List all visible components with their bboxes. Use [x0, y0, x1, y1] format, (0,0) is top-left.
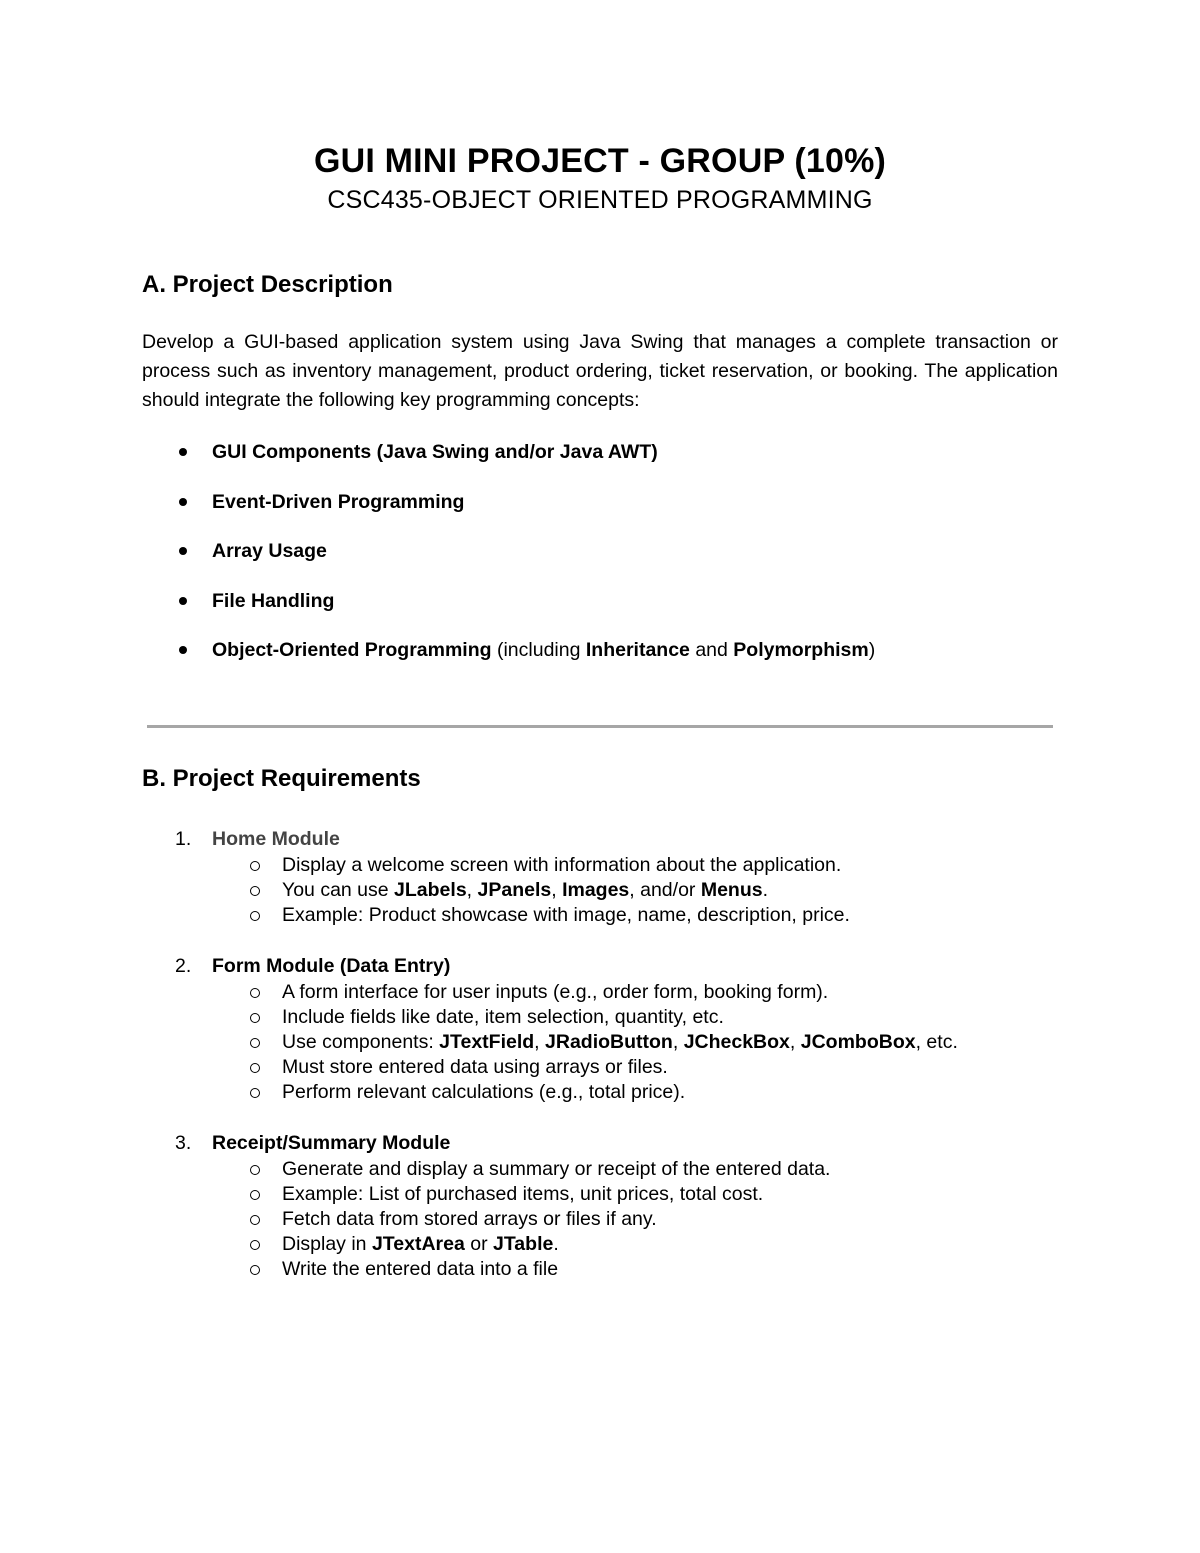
- document-title: GUI MINI PROJECT - GROUP (10%): [313, 142, 887, 180]
- component-name: JPanels: [477, 879, 552, 901]
- concept-oop: Object-Oriented Programming: [212, 639, 492, 661]
- list-item-text: .: [553, 1233, 559, 1255]
- requirement-title: [142, 826, 1102, 853]
- bullet-dot-icon: [179, 498, 187, 506]
- list-item: [142, 1232, 1102, 1257]
- list-item-text: You can use: [282, 879, 395, 901]
- circle-bullet-icon: [250, 1215, 260, 1225]
- concept-oop-text: (including: [491, 639, 586, 661]
- list-item: [142, 1030, 1102, 1055]
- component-name: Images: [562, 879, 630, 901]
- concept-gui-components: GUI Components (Java Swing and/or Java AWT): [212, 441, 658, 463]
- list-item: [142, 1157, 1102, 1182]
- list-item: [142, 853, 1102, 878]
- list-item-text: Display in: [282, 1233, 372, 1255]
- list-item: [142, 437, 875, 487]
- component-name: JTextField: [439, 1031, 535, 1053]
- list-item-text: Include fields like date, item selection, quantity, etc.: [282, 1006, 724, 1028]
- requirement-title: [142, 953, 1102, 980]
- list-item-text: ,: [551, 879, 563, 901]
- circle-bullet-icon: [250, 1165, 260, 1175]
- list-item-text: ,: [672, 1031, 684, 1053]
- concept-polymorphism: Polymorphism: [733, 639, 869, 661]
- list-item-text: Display a welcome screen with information about the application.: [282, 854, 842, 876]
- horizontal-divider: [147, 725, 1053, 728]
- requirement-label: Home Module: [212, 828, 340, 850]
- list-item: [142, 1055, 1102, 1080]
- concept-file-handling: File Handling: [212, 589, 335, 612]
- component-name: JRadioButton: [545, 1031, 673, 1053]
- list-item: [142, 980, 1102, 1005]
- circle-bullet-icon: [250, 1265, 260, 1275]
- requirement-receipt-module: [142, 1130, 1102, 1282]
- list-item-text: Perform relevant calculations (e.g., total price).: [282, 1081, 686, 1103]
- circle-bullet-icon: [250, 1038, 260, 1048]
- list-item: [142, 635, 875, 685]
- component-name: JCheckBox: [683, 1031, 790, 1053]
- list-item-text: A form interface for user inputs (e.g., order form, booking form).: [282, 981, 829, 1003]
- list-item: [142, 586, 875, 636]
- requirement-number: 3.: [175, 1132, 192, 1154]
- list-item-text: Generate and display a summary or receipt of the entered data.: [282, 1158, 831, 1180]
- requirement-label: Form Module (Data Entry): [212, 955, 451, 977]
- project-description-paragraph: Develop a GUI-based application system using Java Swing that manages a complete transaction or process such as inventory management, product ordering, ticket reservation, or booking. The application should integrate the following key programming concepts:: [142, 331, 1058, 411]
- list-item: [142, 487, 875, 537]
- list-item-text: ,: [534, 1031, 546, 1053]
- component-name: JLabels: [394, 879, 467, 901]
- list-item-text: Example: List of purchased items, unit prices, total cost.: [282, 1183, 764, 1205]
- concept-oop-text: ): [868, 639, 876, 661]
- list-item: [142, 1182, 1102, 1207]
- list-item: [142, 878, 1102, 903]
- section-a-heading: A. Project Description: [142, 271, 393, 298]
- concept-inheritance: Inheritance: [585, 639, 690, 661]
- circle-bullet-icon: [250, 886, 260, 896]
- requirement-home-module: [142, 826, 1102, 928]
- list-item-text: , and/or: [629, 879, 701, 901]
- list-item: [142, 1207, 1102, 1232]
- list-item-text: Write the entered data into a file: [282, 1258, 559, 1280]
- component-name: JTable: [493, 1233, 554, 1255]
- component-name: Menus: [700, 879, 763, 901]
- document-subtitle: CSC435-OBJECT ORIENTED PROGRAMMING: [327, 186, 873, 214]
- concept-oop-text: and: [689, 639, 734, 661]
- list-item-text: Example: Product showcase with image, name, description, price.: [282, 904, 850, 926]
- bullet-dot-icon: [179, 597, 187, 605]
- key-concepts-list: [142, 437, 875, 685]
- requirement-label: Receipt/Summary Module: [212, 1132, 451, 1154]
- concept-array-usage: Array Usage: [212, 540, 327, 562]
- list-item-text: , etc.: [915, 1031, 958, 1053]
- component-name: JTextArea: [371, 1233, 465, 1255]
- circle-bullet-icon: [250, 1190, 260, 1200]
- list-item: [142, 1080, 1102, 1105]
- circle-bullet-icon: [250, 1088, 260, 1098]
- requirement-number: 1.: [175, 828, 192, 850]
- list-item-text: Use components:: [282, 1031, 440, 1053]
- circle-bullet-icon: [250, 861, 260, 871]
- circle-bullet-icon: [250, 911, 260, 921]
- requirement-form-module: [142, 953, 1102, 1105]
- bullet-dot-icon: [179, 646, 187, 654]
- list-item-text: Fetch data from stored arrays or files if any.: [282, 1208, 657, 1230]
- requirement-title: [142, 1130, 1102, 1157]
- circle-bullet-icon: [250, 1013, 260, 1023]
- list-item-text: Must store entered data using arrays or files.: [282, 1056, 668, 1078]
- bullet-dot-icon: [179, 547, 187, 555]
- list-item: [142, 1257, 1102, 1282]
- list-item: [142, 1005, 1102, 1030]
- component-name: JComboBox: [800, 1031, 916, 1053]
- list-item: [142, 536, 875, 586]
- list-item-text: ,: [789, 1031, 801, 1053]
- section-b-heading: B. Project Requirements: [142, 765, 421, 792]
- list-item-text: .: [762, 879, 769, 901]
- bullet-dot-icon: [179, 448, 187, 456]
- circle-bullet-icon: [250, 1240, 260, 1250]
- circle-bullet-icon: [250, 1063, 260, 1073]
- circle-bullet-icon: [250, 988, 260, 998]
- list-item: [142, 903, 1102, 928]
- list-item-text: or: [464, 1233, 493, 1255]
- list-item-text: ,: [466, 879, 478, 901]
- requirement-number: 2.: [175, 955, 192, 977]
- concept-event-driven: Event-Driven Programming: [212, 490, 465, 513]
